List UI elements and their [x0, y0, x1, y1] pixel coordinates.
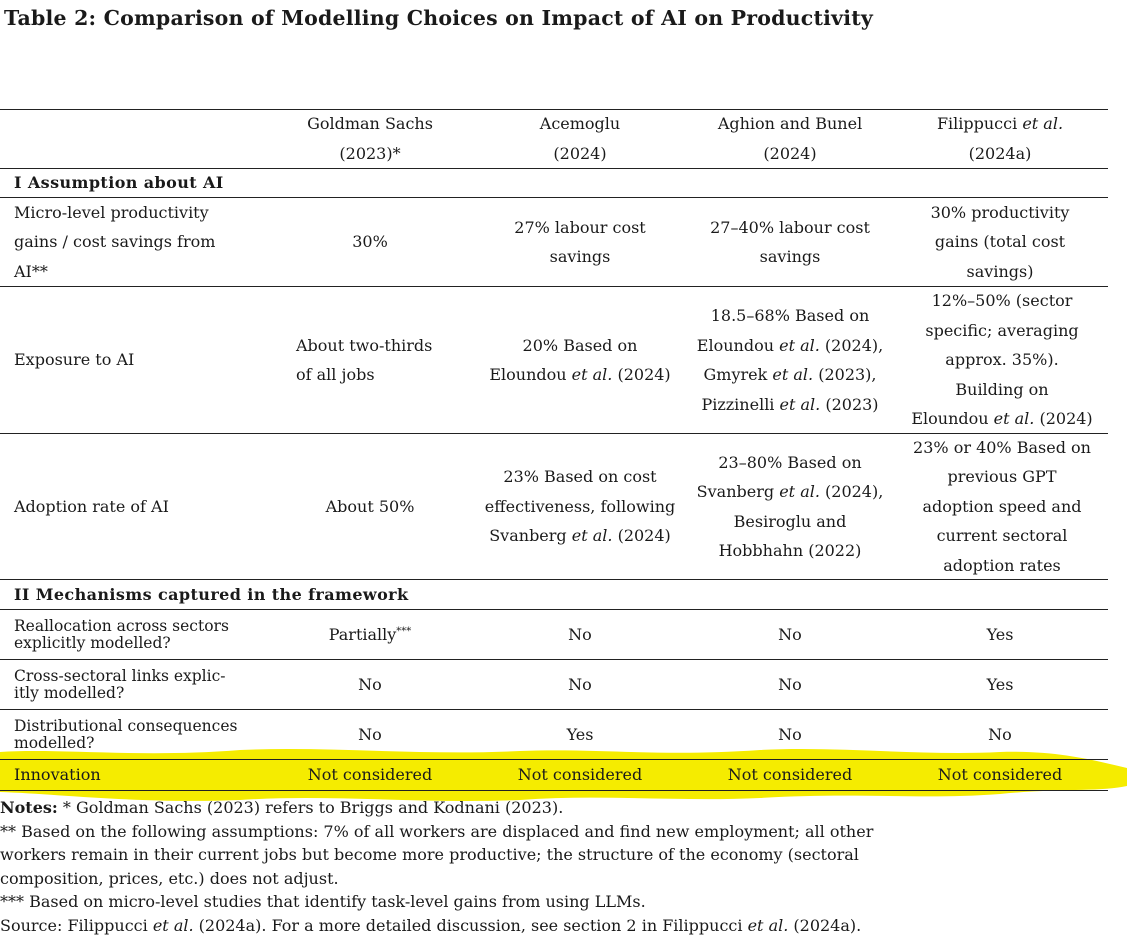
row-label-cross-sectoral: Cross-sectoral links explic- itly modelled? — [14, 667, 226, 702]
cell-reallocation-aghion: No — [778, 624, 802, 644]
cell-cross-filippucci: Yes — [986, 674, 1014, 694]
note-line: Notes: * Goldman Sachs (2023) refers to Briggs and Kodnani (2023). — [0, 798, 564, 817]
column-name: Filippucci et al. — [936, 114, 1064, 133]
row-rule — [0, 579, 1108, 580]
column-year: (2023)* — [339, 143, 401, 163]
column-year: (2024a) — [968, 143, 1032, 163]
cell-micro-aghion: 27–40% labour cost savings — [710, 217, 870, 266]
bottom-rule — [0, 790, 1108, 791]
note-line: *** Based on micro-level studies that identify task-level gains from using LLMs. — [0, 892, 646, 911]
column-year: (2024) — [553, 143, 607, 163]
cell-innovation-acemoglu: Not considered — [517, 765, 643, 785]
column-header-filippucci — [896, 109, 1104, 168]
cell-reallocation-acemoglu: No — [568, 624, 592, 644]
section-heading-mechanisms: II Mechanisms captured in the framework — [14, 585, 409, 604]
row-label-innovation: Innovation — [14, 765, 101, 785]
source-line: Source: Filippucci et al. (2024a). For a more detailed discussion, see section 2 in Filippucci et al. (2024a). — [0, 915, 862, 935]
column-header-acemoglu — [476, 109, 684, 168]
cell-distribution-filippucci: No — [988, 724, 1012, 744]
row-label-exposure: Exposure to AI — [14, 350, 135, 370]
cell-micro-acemoglu: 27% labour cost savings — [514, 217, 646, 266]
cell-innovation-aghion: Not considered — [727, 765, 853, 785]
cell-adoption-goldman: About 50% — [325, 496, 415, 516]
column-year: (2024) — [763, 143, 817, 163]
column-name: Acemoglu — [539, 114, 621, 133]
column-name: Goldman Sachs — [307, 114, 433, 133]
row-label-micro-productivity: Micro-level productivity gains / cost savings from AI** — [14, 202, 216, 281]
note-line: ** Based on the following assumptions: 7% of all workers are displaced and find new employment; all other — [0, 821, 874, 841]
column-header-aghion-bunel — [686, 109, 894, 168]
cell-distribution-aghion: No — [778, 724, 802, 744]
header-rule — [0, 168, 1108, 169]
cell-adoption-acemoglu: 23% Based on cost effectiveness, following Svanberg et al. (2024) — [484, 467, 676, 546]
column-header-goldman-sachs — [266, 109, 474, 168]
cell-cross-acemoglu: No — [568, 674, 592, 694]
cell-innovation-filippucci: Not considered — [937, 765, 1063, 785]
cell-micro-filippucci: 30% productivity gains (total cost savings) — [930, 202, 1070, 281]
column-name: Aghion and Bunel — [717, 114, 863, 133]
cell-reallocation-filippucci: Yes — [986, 624, 1014, 644]
section-heading-assumption: I Assumption about AI — [14, 173, 224, 192]
cell-adoption-aghion: 23–80% Based on Svanberg et al. (2024), Besiroglu and Hobbhahn (2022) — [696, 452, 884, 560]
row-label-reallocation: Reallocation across sectors explicitly modelled? — [14, 617, 229, 652]
cell-cross-aghion: No — [778, 674, 802, 694]
row-label-adoption: Adoption rate of AI — [14, 496, 169, 516]
table-notes — [0, 796, 1120, 937]
cell-exposure-filippucci: 12%–50% (sector specific; averaging approx. 35%). Building on Eloundou et al. (2024) — [911, 291, 1093, 429]
row-label-distributional: Distributional consequences modelled? — [14, 717, 238, 752]
note-line: workers remain in their current jobs but become more productive; the structure of the economy (sectoral — [0, 845, 859, 864]
cell-distribution-goldman: No — [358, 724, 382, 744]
cell-exposure-aghion: 18.5–68% Based on Eloundou et al. (2024), Gmyrek et al. (2023), Pizzinelli et al. (2023) — [696, 306, 884, 414]
cell-micro-goldman: 30% — [352, 232, 388, 252]
table-title: Table 2: Comparison of Modelling Choices on Impact of AI on Productivity — [4, 6, 874, 30]
cell-exposure-goldman: About two-thirds of all jobs — [296, 335, 433, 384]
note-line: composition, prices, etc.) does not adjust. — [0, 868, 339, 888]
cell-innovation-goldman: Not considered — [307, 765, 433, 785]
cell-adoption-filippucci: 23% or 40% Based on previous GPT adoption speed and current sectoral adoption rates — [913, 437, 1091, 575]
cell-exposure-acemoglu: 20% Based on Eloundou et al. (2024) — [489, 335, 671, 384]
cell-cross-goldman: No — [358, 674, 382, 694]
cell-reallocation-goldman: Partially*** — [328, 624, 412, 644]
cell-distribution-acemoglu: Yes — [566, 724, 594, 744]
